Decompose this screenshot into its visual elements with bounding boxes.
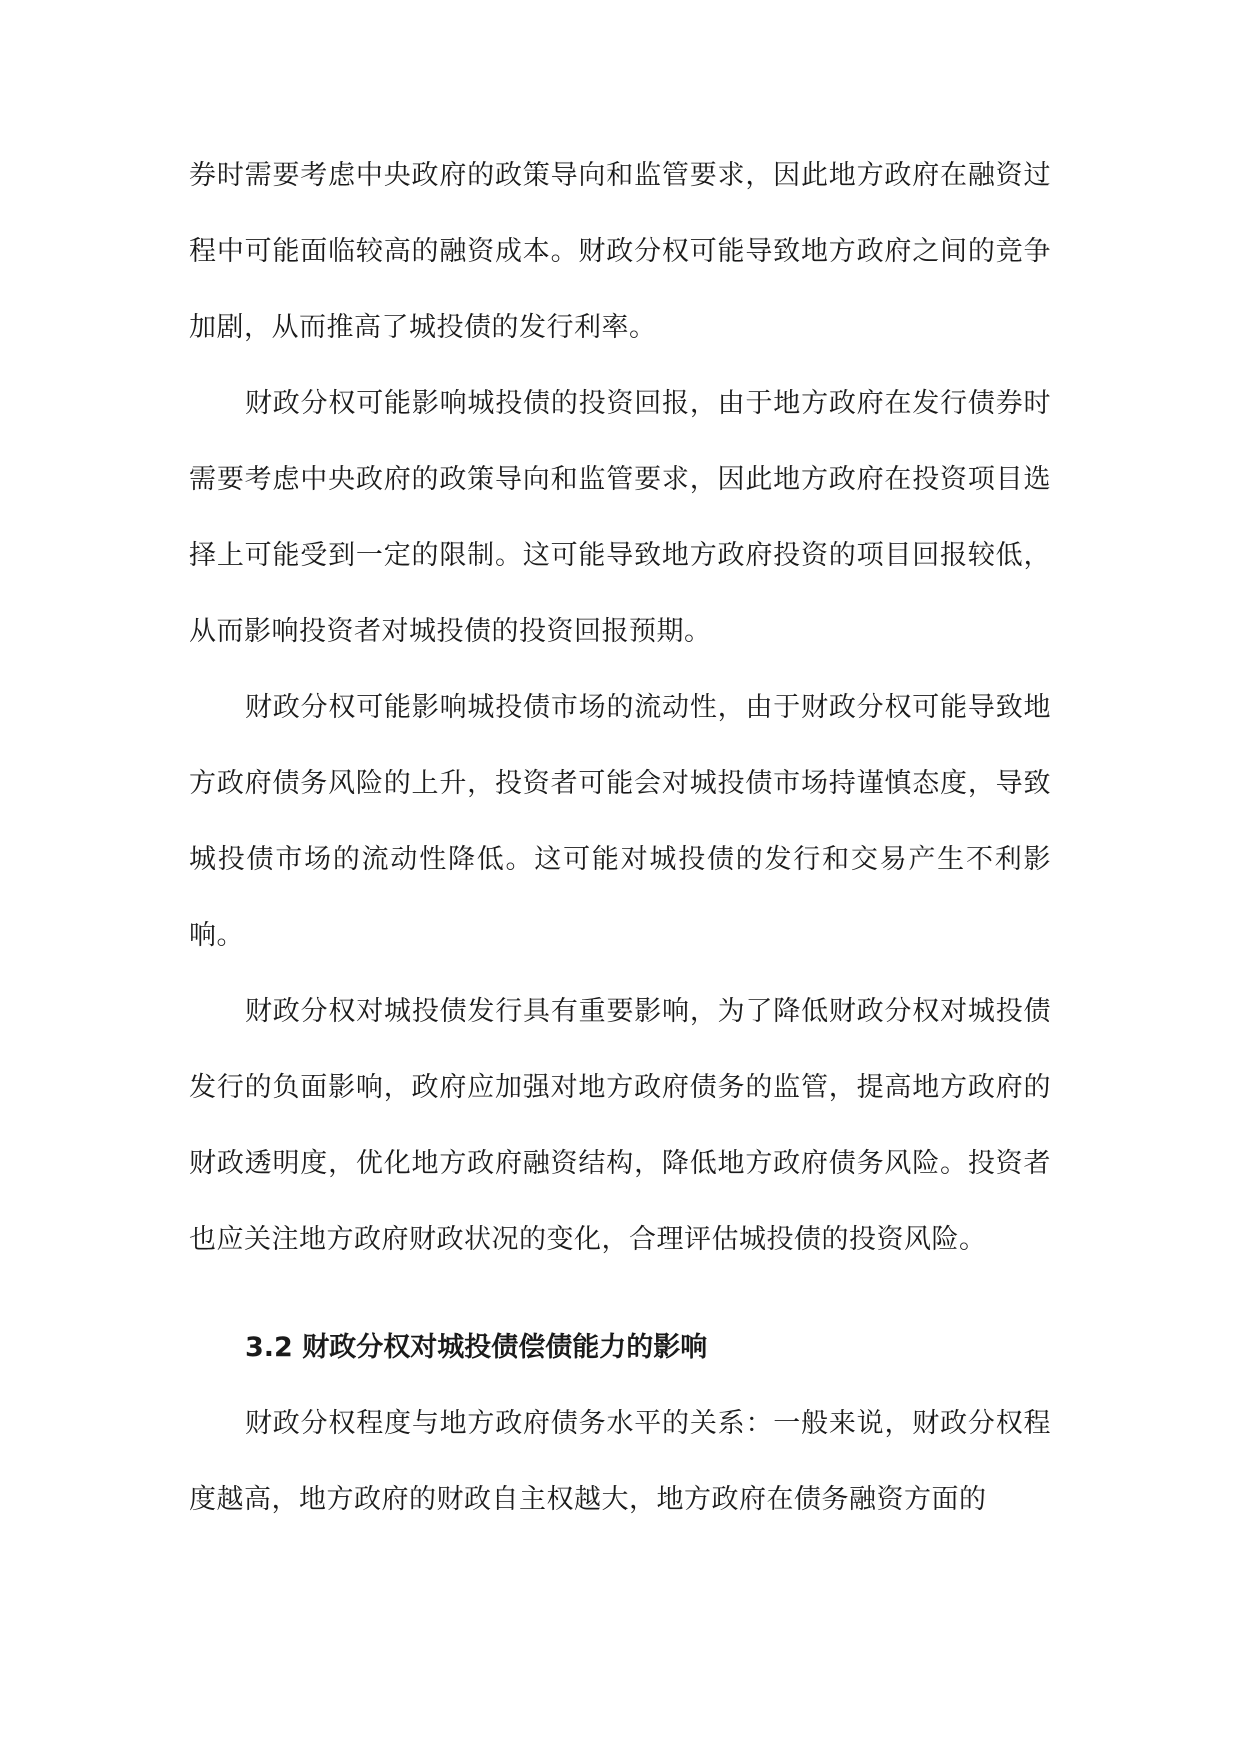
paragraph-market-liquidity: 财政分权可能影响城投债市场的流动性，由于财政分权可能导致地方政府债务风险的上升，投资者可能会对城投债市场持谨慎态度，导致城投债市场的流动性降低。这可能对城投债的发行和交易产生不利影响。 <box>189 692 1051 951</box>
paragraph-investment-return: 财政分权可能影响城投债的投资回报，由于地方政府在发行债券时需要考虑中央政府的政策导向和监管要求，因此地方政府在投资项目选择上可能受到一定的限制。这可能导致地方政府投资的项目回报较低，从而影响投资者对城投债的投资回报预期。 <box>189 388 1051 647</box>
paragraph-debt-level: 财政分权程度与地方政府债务水平的关系：一般来说，财政分权程度越高，地方政府的财政自主权越大，地方政府在债务融资方面的 <box>189 1408 1051 1515</box>
paragraph-conclusion: 财政分权对城投债发行具有重要影响，为了降低财政分权对城投债发行的负面影响，政府应加强对地方政府债务的监管，提高地方政府的财政透明度，优化地方政府融资结构，降低地方政府债务风险。投资者也应关注地方政府财政状况的变化，合理评估城投债的投资风险。 <box>189 996 1051 1255</box>
document-body <box>189 138 1051 1538</box>
paragraph-continued: 券时需要考虑中央政府的政策导向和监管要求，因此地方政府在融资过程中可能面临较高的融资成本。财政分权可能导致地方政府之间的竞争加剧，从而推高了城投债的发行利率。 <box>189 160 1051 343</box>
section-heading: 3.2 财政分权对城投债偿债能力的影响 <box>245 1332 708 1363</box>
